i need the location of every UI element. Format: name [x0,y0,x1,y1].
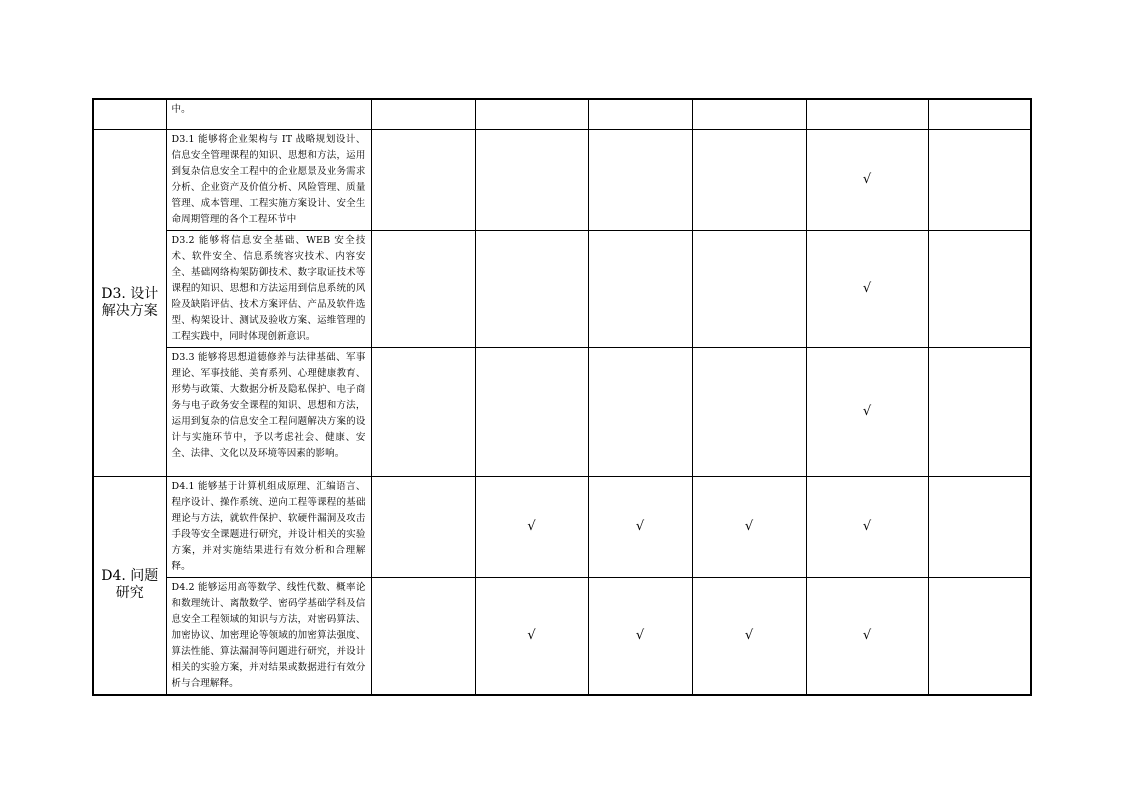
check-cell [692,347,806,476]
check-cell [371,99,475,129]
check-cell [588,99,692,129]
check-cell [475,99,588,129]
check-cell [475,230,588,347]
table-row [93,347,1031,476]
check-cell [692,129,806,230]
check-cell [692,99,806,129]
requirement-text: D3.1 能够将企业架构与 IT 战略规划设计、信息安全管理课程的知识、思想和方法，运用到复杂信息安全工程中的企业愿景及业务需求分析、企业资产及价值分析、风险管理、质量管理、成本管理、工程实施方案设计、安全生命周期管理的各个工程环节中 [166,129,371,230]
check-cell [928,129,1031,230]
check-cell [475,347,588,476]
category-cell [93,129,166,476]
check-cell: √ [806,230,928,347]
category-cell [93,99,166,129]
check-cell [371,476,475,577]
table-row [93,129,1031,230]
table-row [93,230,1031,347]
category-cell [93,476,166,695]
check-cell: √ [588,476,692,577]
check-cell: √ [475,476,588,577]
check-cell [588,129,692,230]
table-row [93,476,1031,577]
check-cell [371,347,475,476]
category-label: D4. 问题研究 [101,568,159,601]
requirement-text: 中。 [166,99,371,129]
requirement-text: D4.1 能够基于计算机组成原理、汇编语言、程序设计、操作系统、逆向工程等课程的基础理论与方法，就软件保护、软硬件漏洞及攻击手段等安全课题进行研究，并设计相关的实验方案，并对实施结果进行有效分析和合理解释。 [166,476,371,577]
check-cell: √ [475,577,588,695]
check-cell [371,230,475,347]
check-cell: √ [692,577,806,695]
check-cell [928,476,1031,577]
check-cell: √ [588,577,692,695]
requirement-text: D4.2 能够运用高等数学、线性代数、概率论和数理统计、离散数学、密码学基础学科及信息安全工程领域的知识与方法，对密码算法、加密协议、加密理论等领域的加密算法强度、算法性能、算法漏洞等问题进行研究，并设计相关的实验方案，并对结果或数据进行有效分析与合理解释。 [166,577,371,695]
check-cell: √ [806,577,928,695]
check-cell: √ [806,476,928,577]
check-cell [928,230,1031,347]
check-cell [928,347,1031,476]
check-cell [928,577,1031,695]
check-cell: √ [692,476,806,577]
requirement-text: D3.3 能够将思想道德修养与法律基础、军事理论、军事技能、美育系列、心理健康教育、形势与政策、大数据分析及隐私保护、电子商务与电子政务安全课程的知识、思想和方法，运用到复杂的信息安全工程问题解决方案的设计与实施环节中，予以考虑社会、健康、安全、法律、文化以及环境等因素的影响。 [166,347,371,476]
requirement-text: D3.2 能够将信息安全基础、WEB 安全技术、软件安全、信息系统容灾技术、内容安全、基础网络构架防御技术、数字取证技术等课程的知识、思想和方法运用到信息系统的风险及缺陷评估、技术方案评估、产品及软件选型、构架设计、测试及验收方案、运维管理的工程实践中，同时体现创新意识。 [166,230,371,347]
check-cell: √ [806,347,928,476]
category-label: D3. 设计解决方案 [101,285,159,319]
check-cell [475,129,588,230]
table-row [93,99,1031,129]
check-cell [371,577,475,695]
check-cell [806,99,928,129]
check-cell [928,99,1031,129]
check-cell: √ [806,129,928,230]
check-cell [692,230,806,347]
check-cell [588,230,692,347]
check-cell [588,347,692,476]
requirements-table [92,98,1032,696]
check-cell [371,129,475,230]
table-row [93,577,1031,695]
